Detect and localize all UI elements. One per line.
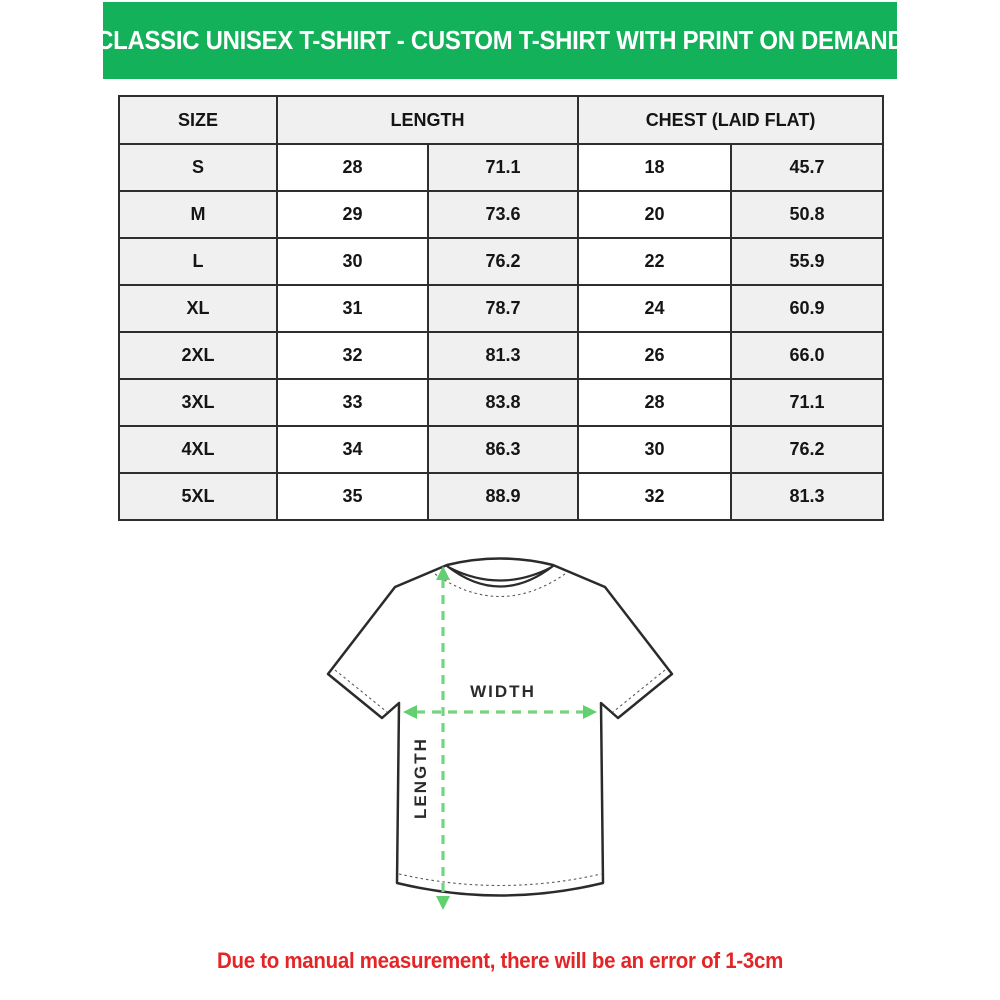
cell-chest-cm: 45.7 [731, 144, 883, 191]
cell-size: 5XL [119, 473, 277, 520]
cell-length-cm: 76.2 [428, 238, 578, 285]
cell-chest-cm: 66.0 [731, 332, 883, 379]
width-label: WIDTH [470, 682, 536, 701]
cell-size: M [119, 191, 277, 238]
cell-chest-in: 24 [578, 285, 731, 332]
cell-chest-cm: 71.1 [731, 379, 883, 426]
cell-length-in: 33 [277, 379, 428, 426]
column-header-length: LENGTH [277, 96, 578, 144]
cell-chest-in: 28 [578, 379, 731, 426]
tshirt-diagram [300, 545, 700, 930]
cell-length-cm: 73.6 [428, 191, 578, 238]
title-banner [95, 2, 905, 79]
cell-length-in: 32 [277, 332, 428, 379]
arrowhead-down-icon [436, 896, 450, 910]
cell-chest-cm: 60.9 [731, 285, 883, 332]
column-header-size: SIZE [119, 96, 277, 144]
cell-chest-in: 18 [578, 144, 731, 191]
cell-length-in: 28 [277, 144, 428, 191]
cell-length-in: 30 [277, 238, 428, 285]
cell-size: 3XL [119, 379, 277, 426]
table-row [119, 473, 883, 520]
cell-length-cm: 83.8 [428, 379, 578, 426]
size-chart-table [118, 95, 884, 521]
cell-length-cm: 81.3 [428, 332, 578, 379]
cell-length-in: 35 [277, 473, 428, 520]
cell-chest-in: 32 [578, 473, 731, 520]
cell-chest-cm: 76.2 [731, 426, 883, 473]
cell-length-in: 34 [277, 426, 428, 473]
table-row [119, 285, 883, 332]
cell-chest-in: 22 [578, 238, 731, 285]
page-title: CLASSIC UNISEX T-SHIRT - CUSTOM T-SHIRT WITH PRINT ON DEMAND [95, 25, 905, 55]
cell-size: XL [119, 285, 277, 332]
table-row [119, 238, 883, 285]
table-row [119, 144, 883, 191]
cell-size: 2XL [119, 332, 277, 379]
cell-chest-cm: 55.9 [731, 238, 883, 285]
cell-length-in: 29 [277, 191, 428, 238]
measurement-note: Due to manual measurement, there will be an error of 1-3cm [217, 948, 783, 973]
column-header-chest: CHEST (LAID FLAT) [578, 96, 883, 144]
cell-length-in: 31 [277, 285, 428, 332]
cell-chest-in: 20 [578, 191, 731, 238]
cell-length-cm: 88.9 [428, 473, 578, 520]
table-header-row [119, 96, 883, 144]
cell-size: L [119, 238, 277, 285]
table-row [119, 191, 883, 238]
table-row [119, 379, 883, 426]
cell-length-cm: 78.7 [428, 285, 578, 332]
length-label: LENGTH [411, 737, 430, 819]
cell-length-cm: 86.3 [428, 426, 578, 473]
cell-chest-in: 30 [578, 426, 731, 473]
cell-size: S [119, 144, 277, 191]
table-row [119, 426, 883, 473]
tshirt-outline-icon [328, 559, 672, 896]
cell-chest-cm: 81.3 [731, 473, 883, 520]
cell-chest-cm: 50.8 [731, 191, 883, 238]
cell-chest-in: 26 [578, 332, 731, 379]
cell-size: 4XL [119, 426, 277, 473]
table-row [119, 332, 883, 379]
cell-length-cm: 71.1 [428, 144, 578, 191]
